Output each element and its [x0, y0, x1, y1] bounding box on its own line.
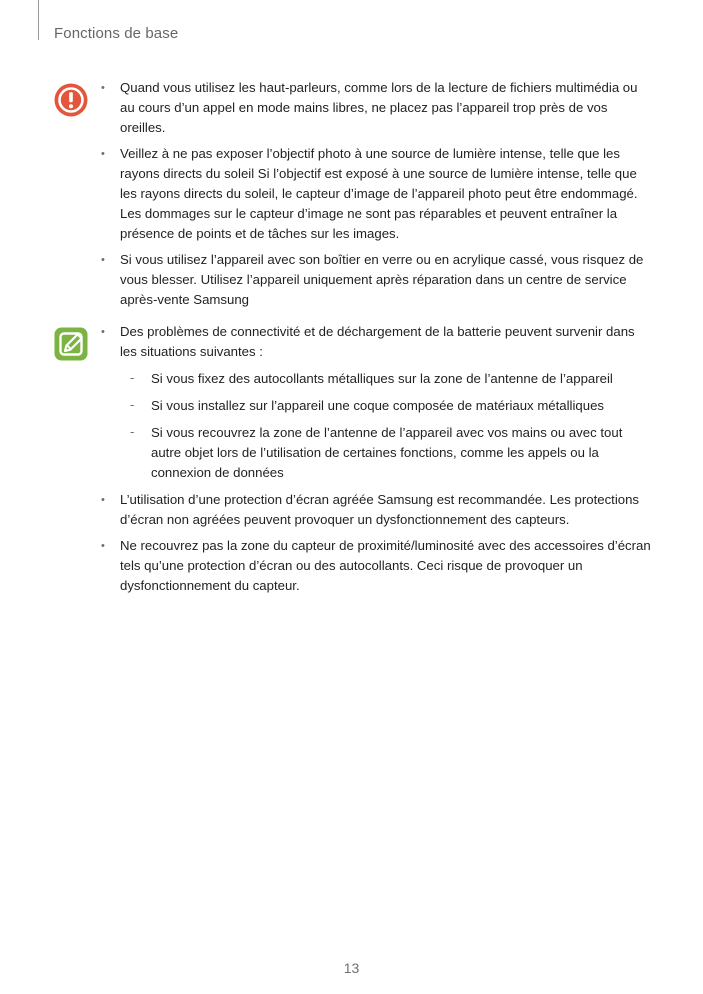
list-item: [99, 144, 651, 244]
list-item: [99, 490, 651, 530]
dash-icon: -: [130, 424, 135, 439]
sublist-item: [120, 369, 651, 389]
section-title: Fonctions de base: [54, 25, 179, 42]
dash-icon: -: [130, 397, 135, 412]
bullet-icon: •: [101, 254, 105, 266]
list-item: [99, 78, 651, 138]
note-list: [99, 322, 651, 602]
list-item-text: Veillez à ne pas exposer l’objectif photo à une source de lumière intense, telle que les rayons directs du soleil Si l’objectif est exposé à une source de lumière intense, telle que les rayons directs du soleil, le capteur d’image de l’appareil photo peut être endommagé. Les dommages sur le capteur d’image ne sont pas réparables et peuvent entraîner la présence de points et de tâches sur les images.: [120, 146, 638, 241]
page-number: 13: [343, 960, 360, 976]
bullet-icon: •: [101, 82, 105, 94]
list-item: [99, 322, 651, 483]
bullet-icon: •: [101, 494, 105, 506]
dash-icon: -: [130, 370, 135, 385]
list-item: [99, 536, 651, 596]
list-item-text: Quand vous utilisez les haut-parleurs, comme lors de la lecture de fichiers multimédia ou au cours d’un appel en mode mains libres, ne placez pas l’appareil trop près de vos oreilles.: [120, 80, 638, 135]
sublist-item-text: Si vous installez sur l’appareil une coque composée de matériaux métalliques: [151, 398, 605, 413]
sublist-item: [120, 423, 651, 483]
sublist-item-text: Si vous recouvrez la zone de l’antenne de l’appareil avec vos mains ou avec tout autre objet lors de l’utilisation de certaines fonctions, comme les appels ou la connexion de données: [151, 425, 623, 480]
note-pencil-icon: [53, 326, 89, 362]
exclamation-circle-icon: [53, 82, 89, 118]
list-item: [99, 250, 651, 310]
warning-list: [99, 78, 651, 316]
sublist-item: [120, 396, 651, 416]
sublist-item-text: Si vous fixez des autocollants métalliques sur la zone de l’antenne de l’appareil: [151, 371, 613, 386]
list-item-text: Des problèmes de connectivité et de déchargement de la batterie peuvent survenir dans les situations suivantes :: [120, 324, 635, 359]
list-item-text: Si vous utilisez l’appareil avec son boîtier en verre ou en acrylique cassé, vous risquez de vous blesser. Utilisez l’appareil uniquement après réparation dans un centre de service après-vente Samsung: [120, 252, 644, 307]
bullet-icon: •: [101, 326, 105, 338]
bullet-icon: •: [101, 540, 105, 552]
list-item-text: Ne recouvrez pas la zone du capteur de proximité/luminosité avec des accessoires d’écran tels qu’une protection d’écran ou des autocollants. Ceci risque de provoquer un dysfonctionnement du capteur.: [120, 538, 651, 593]
list-item-text: L’utilisation d’une protection d’écran agréée Samsung est recommandée. Les protections d’écran non agréées peuvent provoquer un dysfonctionnement des capteurs.: [120, 492, 640, 527]
header-rule: [38, 0, 39, 40]
bullet-icon: •: [101, 148, 105, 160]
sublist: [120, 369, 651, 483]
